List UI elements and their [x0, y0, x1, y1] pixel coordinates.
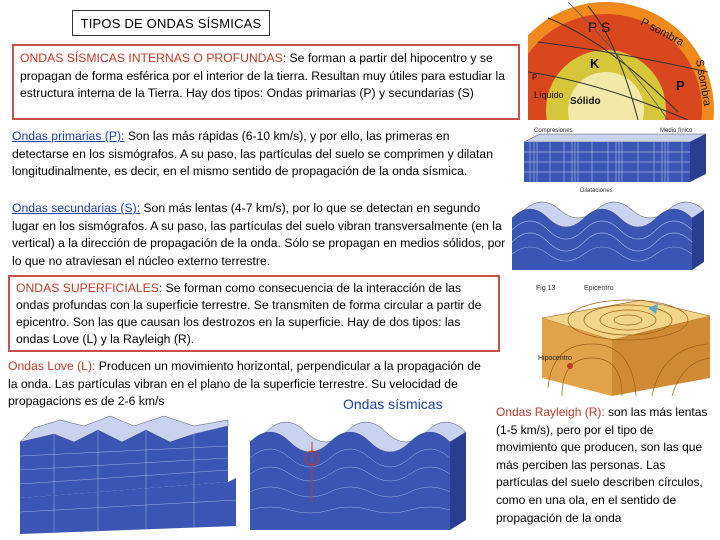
figure-caption: Ondas sísmicas	[343, 396, 443, 412]
rayleigh-wave-diagram	[246, 412, 478, 538]
surface-waves-heading: ONDAS SUPERFICIALES	[16, 281, 159, 295]
love-wave-diagram	[14, 412, 242, 538]
love-waves-text: Producen un movimiento horizontal, perpendicular a la propagación de la onda. Las partículas vibran en el plano de la superficie terrestre. Su velocidad de propagacions es de 2-6 km/s	[8, 359, 481, 408]
primary-waves-heading: Ondas primarias (P):	[12, 129, 125, 143]
earth-structure-diagram	[528, 2, 718, 120]
internal-waves-box	[12, 44, 520, 120]
love-waves-heading: Ondas Love (L):	[8, 359, 96, 373]
medio-label: Medio fínico	[660, 128, 693, 134]
epicenter-block-diagram	[532, 278, 716, 396]
liquido-label: Líquido	[534, 90, 564, 100]
page-title	[72, 10, 270, 36]
p-below-label: P	[532, 73, 538, 82]
secondary-waves-text: Son más lentas (4-7 km/s), por lo que se detectan en segundo lugar en los sismógrafos. A su paso, las partículas del suelo vibran transversalmente (en la vertical) a la dirección de propagación de la onda. Sólo se propagan en medios sólidos, por lo que no atraviesan el núcleo externo terrestre.	[12, 201, 506, 268]
compresiones-label: Compresiones	[534, 128, 573, 134]
p-label: P	[676, 78, 685, 93]
hipocentro-label: Hipocentro	[538, 355, 572, 362]
p-wave-diagram	[520, 126, 712, 196]
primary-waves-paragraph	[12, 128, 506, 181]
secondary-waves-paragraph	[12, 200, 506, 270]
rayleigh-waves-text: son las más lentas (1-5 km/s), pero por el tipo de movimiento que producen, son las que más perciben las personas. Las partículas del suelo describen círculos, como en una ola, en el sentido de propagación de la onda	[496, 405, 708, 525]
page-title-text: TIPOS DE ONDAS SÍSMICAS	[80, 15, 262, 31]
ps-label: P S	[588, 19, 611, 35]
rayleigh-waves-paragraph	[496, 404, 710, 527]
secondary-waves-heading: Ondas secundarias (S):	[12, 201, 141, 215]
p-sombra-label: P sombra	[638, 16, 686, 49]
solido-label: Sólido	[570, 96, 601, 107]
internal-waves-heading: ONDAS SÍSMICAS INTERNAS O PROFUNDAS	[20, 51, 283, 65]
s-sombra-label: S sombra	[693, 58, 714, 107]
k-label: K	[590, 56, 600, 71]
dilataciones-label: Dilataciones	[580, 188, 613, 194]
epicentro-label: Epicentro	[584, 285, 614, 292]
surface-waves-text: : Se forman como consecuencia de la interacción de las ondas profundas con la superficie terrestre. Se transmiten de forma circular a partir de epicentro. Son las que causan los destrozos en la superficie. Hay de dos tipos: las ondas Love (L) y la Rayleigh (R).	[16, 281, 482, 346]
surface-waves-box	[8, 275, 500, 352]
primary-waves-text: Son las más rápidas (6-10 km/s), y por ello, las primeras en detectarse en los sismógrafos. A su paso, las partículas del suelo se comprimen y dilatan longitudinalmente, es decir, en el mismo sentido de propagación de la onda sísmica.	[12, 129, 493, 178]
internal-waves-text: : Se forman a partir del hipocentro y se propagan de forma esférica por el interior de la tierra. Resultan muy útiles para estudiar la estructura interna de la Tierra. Hay dos tipos: Ondas primarias (P) y secundarias (S)	[20, 51, 506, 100]
s-wave-diagram	[510, 196, 716, 278]
fig-label: Fig 13	[536, 285, 556, 292]
rayleigh-waves-heading: Ondas Rayleigh (R):	[496, 405, 605, 419]
